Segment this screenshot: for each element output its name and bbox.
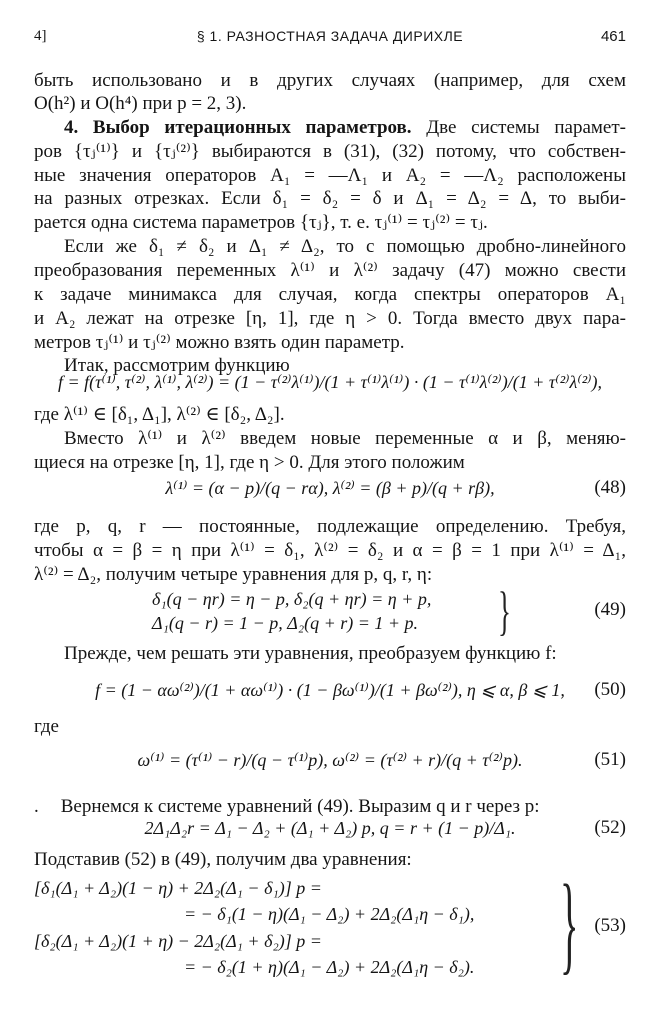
text-line: Вместо λ⁽¹⁾ и λ⁽²⁾ введем новые переменные α и β, меняю-: [64, 428, 626, 449]
text-line: Прежде, чем решать эти уравнения, преобразуем функцию f:: [64, 643, 557, 664]
equation-53-line-4: = − δ₂(1 + η)(Δ₁ − Δ₂) + 2Δ₂(Δ₁η − δ₂).: [184, 957, 475, 977]
equation-52: 2Δ₁Δ₂r = Δ₁ − Δ₂ + (Δ₁ + Δ₂) p, q = r + (1 − p)/Δ₁. (52): [144, 817, 626, 838]
text-line: 4. Выбор итерационных параметров. Две системы парамет-: [64, 117, 626, 138]
section-heading: 4. Выбор итерационных параметров.: [64, 117, 412, 138]
text-line: где: [34, 716, 59, 737]
equation-49-line-1: δ₁(q − ηr) = η − p, δ₂(q + ηr) = η + p,: [152, 588, 432, 609]
equation-f-definition: f = f(τ⁽¹⁾, τ⁽²⁾, λ⁽¹⁾, λ⁽²⁾) = (1 − τ⁽²⁾λ⁽¹⁾)/(1 + τ⁽¹⁾λ⁽¹⁾) · (1 − τ⁽¹⁾λ⁽²⁾)/(1 + τ⁽²⁾λ⁽²⁾),: [57, 371, 603, 392]
equation-number: (51): [594, 749, 626, 770]
equation-number: (53): [594, 915, 626, 936]
equation-51: ω⁽¹⁾ = (τ⁽¹⁾ − r)/(q − τ⁽¹⁾p), ω⁽²⁾ = (τ⁽²⁾ + r)/(q + τ⁽²⁾p). (51): [137, 749, 626, 770]
right-brace: }: [560, 862, 579, 984]
equation-49-number: [34, 588, 626, 632]
equation-53-line-2: = − δ₁(1 − η)(Δ₁ − Δ₂) + 2Δ₂(Δ₁η − δ₁),: [184, 904, 475, 924]
equation-53-number: [34, 904, 626, 948]
equation-number: (48): [594, 477, 626, 498]
equation-number: (49): [594, 599, 626, 620]
text-line: щиеся на отрезке [η, 1], где η > 0. Для этого положим: [34, 452, 465, 473]
running-title: § 1. РАЗНОСТНАЯ ЗАДАЧА ДИРИХЛЕ: [196, 28, 464, 44]
text-line: преобразования переменных λ⁽¹⁾ и λ⁽²⁾ задачу (47) можно свести: [34, 260, 626, 281]
text-line: где p, q, r — постоянные, подлежащие определению. Требуя,: [34, 516, 626, 537]
equation-49-line-2: Δ₁(q − r) = 1 − p, Δ₂(q + r) = 1 + p.: [152, 612, 419, 633]
page-number: 461: [600, 28, 626, 45]
equation-53-line-1: [δ₁(Δ₁ + Δ₂)(1 − η) + 2Δ₂(Δ₁ − δ₁)] p =: [34, 878, 322, 898]
text-line: на разных отрезках. Если δ₁ = δ₂ = δ и Δ₁ = Δ₂ = Δ, то выби-: [34, 188, 626, 209]
text-line: Подставив (52) в (49), получим два уравнения:: [34, 849, 412, 870]
text-line: Итак, рассмотрим функцию: [64, 355, 290, 376]
text-line: к задаче минимакса для случая, когда спектры операторов A₁: [34, 284, 626, 305]
equation-number: (50): [594, 679, 626, 700]
text-line: где λ⁽¹⁾ ∈ [δ₁, Δ₁], λ⁽²⁾ ∈ [δ₂, Δ₂].: [34, 404, 285, 425]
text-line: ные значения операторов A₁ = —Λ₁ и A₂ = —Λ₂ расположены: [34, 165, 626, 186]
text-line: чтобы α = β = η при λ⁽¹⁾ = δ₁, λ⁽²⁾ = δ₂ и α = β = 1 при λ⁽¹⁾ = Δ₁,: [34, 540, 626, 561]
equation-48: λ⁽¹⁾ = (α − p)/(q − rα), λ⁽²⁾ = (β + p)/(q + rβ), (48): [165, 477, 626, 498]
text-line: O(h²) и O(h⁴) при p = 2, 3).: [34, 93, 247, 114]
text-line: Если же δ₁ ≠ δ₂ и Δ₁ ≠ Δ₂, то с помощью дробно-линейного: [64, 236, 626, 257]
section-marker: 4]: [34, 28, 47, 44]
right-brace: }: [498, 581, 511, 641]
text-line: λ⁽²⁾ = Δ₂, получим четыре уравнения для p, q, r, η:: [34, 564, 433, 585]
text-line: и A₂ лежат на отрезке [η, 1], где η > 0. Тогда вместо двух пара-: [34, 308, 626, 329]
equation-53-line-3: [δ₂(Δ₁ + Δ₂)(1 + η) − 2Δ₂(Δ₁ + δ₂)] p =: [34, 931, 322, 951]
equation-number: (52): [594, 817, 626, 838]
text-line: . Вернемся к системе уравнений (49). Выразим q и r через p:: [34, 796, 540, 817]
text-line: ров {τⱼ⁽¹⁾} и {τⱼ⁽²⁾} выбираются в (31), (32) потому, что собствен-: [34, 141, 626, 162]
equation-50: f = (1 − αω⁽²⁾)/(1 + αω⁽¹⁾) · (1 − βω⁽¹⁾)/(1 + βω⁽²⁾), η ⩽ α, β ⩽ 1, (50): [95, 679, 626, 700]
text-line: рается одна система параметров {τⱼ}, т. е. τⱼ⁽¹⁾ = τⱼ⁽²⁾ = τⱼ.: [34, 212, 488, 233]
text-line: быть использовано и в других случаях (например, для схем: [34, 70, 626, 91]
running-header: [34, 28, 626, 50]
text-line: метров τⱼ⁽¹⁾ и τⱼ⁽²⁾ можно взять один параметр.: [34, 332, 405, 353]
